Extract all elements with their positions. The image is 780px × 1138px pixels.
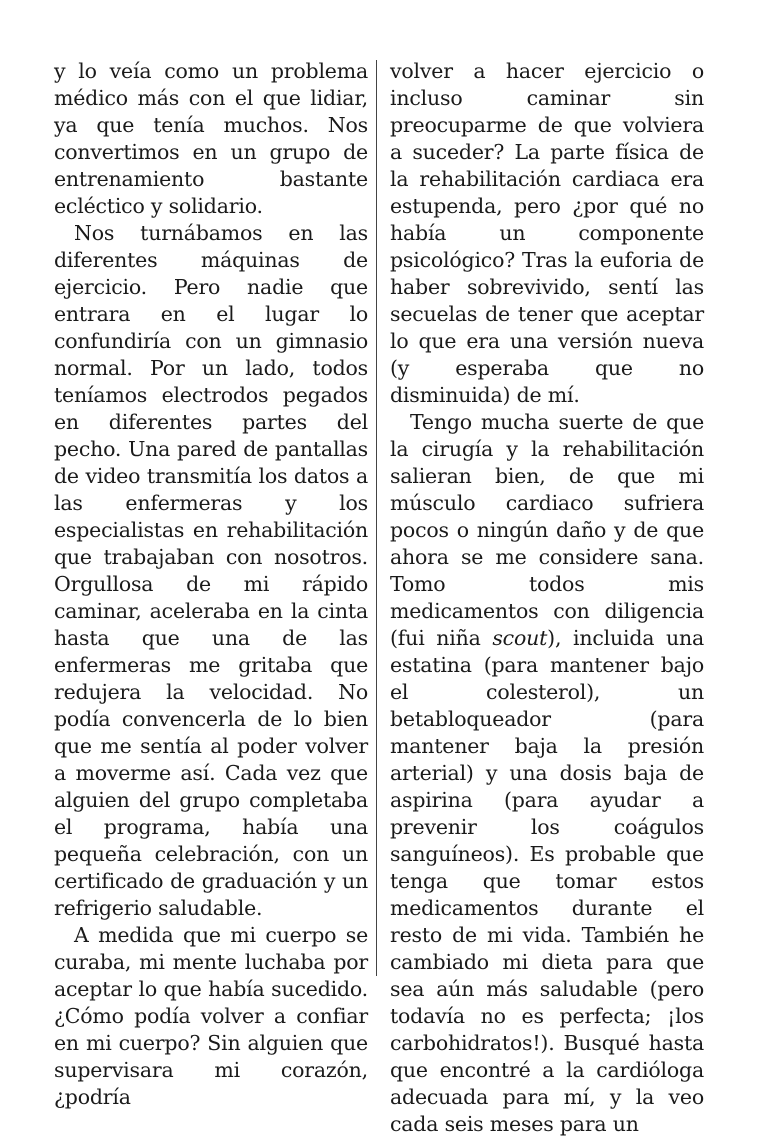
text-segment: Tengo mucha suerte de que la cirugía y la rehabilitación salieran bien, de que mi músculo cardiaco sufriera pocos o ningún daño y de que ahora se me considere sana. Tomo todos mis medicamentos con diligencia (fui niña — [390, 410, 704, 650]
paragraph-lucky-recovery — [390, 409, 704, 1138]
paragraph-exercise-machines: Nos turnábamos en las diferentes máquinas de ejercicio. Pero nadie que entrara en el lugar lo confundiría con un gimnasio normal. Por un lado, todos teníamos electrodos pegados en diferentes partes del pecho. Una pared de pantallas de video transmitía los datos a las enfermeras y los especialistas en rehabilitación que trabajaban con nosotros. Orgullosa de mi rápido caminar, aceleraba en la cinta hasta que una de las enfermeras me gritaba que redujera la velocidad. No podía convencerla de lo bien que me sentía al poder volver a moverme así. Cada vez que alguien del grupo completaba el programa, había una pequeña celebración, con un certificado de graduación y un refrigerio saludable. — [54, 221, 368, 920]
text-segment: ), incluida una estatina (para mantener bajo el colesterol), un betabloqueador (para mantener baja la presión arterial) y una dosis baja de aspirina (para ayudar a prevenir los coágulos sanguíneos). Es probable que tenga que tomar estos medicamentos durante el resto de mi vida. También he cambiado mi dieta para que sea aún más saludable (pero todavía no es perfecta; ¡los carbohidratos!). Busqué hasta que encontré a la cardióloga adecuada para mí, y la veo cada seis meses para un — [390, 626, 704, 1136]
column-divider — [376, 60, 377, 976]
paragraph-continued: y lo veía como un problema médico más con el que lidiar, ya que tenía muchos. Nos convertimos en un grupo de entrenamiento bastante ecléctico y solidario. — [54, 59, 368, 218]
left-column — [54, 58, 368, 1111]
right-column — [390, 58, 704, 1138]
paragraph-rehab-psychology: volver a hacer ejercicio o incluso caminar sin preocuparme de que volviera a suceder? La parte física de la rehabilitación cardiaca era estupenda, pero ¿por qué no había un componente psicológico? Tras la euforia de haber sobrevivido, sentí las secuelas de tener que aceptar lo que era una versión nueva (y esperaba que no disminuida) de mí. — [390, 59, 704, 407]
italic-word: scout — [492, 626, 548, 650]
paragraph-mind-struggle: A medida que mi cuerpo se curaba, mi mente luchaba por aceptar lo que había sucedido. ¿Cómo podía volver a confiar en mi cuerpo? Sin alguien que supervisara mi corazón, ¿podría — [54, 923, 368, 1109]
